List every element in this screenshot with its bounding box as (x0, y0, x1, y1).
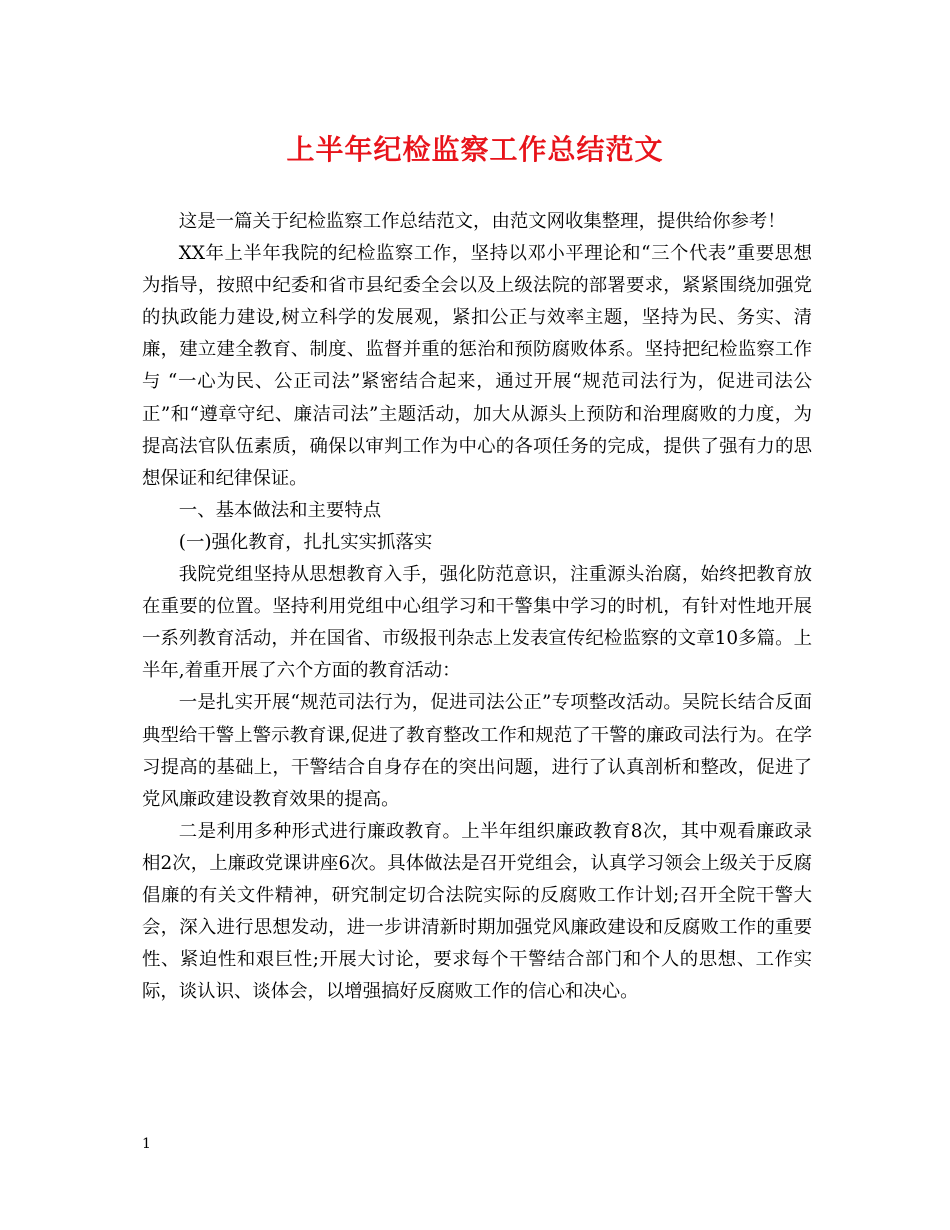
page-number: 1 (142, 1136, 151, 1152)
body-paragraph: 一是扎实开展“规范司法行为，促进司法公正”专项整改活动。吴院长结合反面典型给干警上警示教育课,促进了教育整改工作和规范了干警的廉政司法行为。在学习提高的基础上，干警结合自身存在的突出问题，进行了认真剖析和整改，促进了党风廉政建设教育效果的提高。 (142, 692, 812, 810)
subsection-heading: (一)强化教育，扎扎实实抓落实 (178, 531, 433, 553)
document-body (142, 206, 812, 1008)
document-title: 上半年纪检监察工作总结范文 (286, 133, 664, 166)
section-heading: 一、基本做法和主要特点 (178, 499, 382, 521)
body-paragraph: 我院党组坚持从思想教育入手，强化防范意识，注重源头治腐，始终把教育放在重要的位置。坚持利用党组中心组学习和干警集中学习的时机，有针对性地开展一系列教育活动，并在国省、市级报刊杂志上发表宣传纪检监察的文章10多篇。上半年,着重开展了六个方面的教育活动： (142, 564, 812, 682)
body-paragraph: XX年上半年我院的纪检监察工作，坚持以邓小平理论和“三个代表”重要思想为指导，按照中纪委和省市县纪委全会以及上级法院的部署要求，紧紧围绕加强党的执政能力建设,树立科学的发展观，紧扣公正与效率主题，坚持为民、务实、清廉，建立建全教育、制度、监督并重的惩治和预防腐败体系。坚持把纪检监察工作与 “一心为民、公正司法”紧密结合起来，通过开展“规范司法行为，促进司法公正”和“遵章守纪、廉洁司法”主题活动，加大从源头上预防和治理腐败的力度，为提高法官队伍素质，确保以审判工作为中心的各项任务的完成，提供了强有力的思想保证和纪律保证。 (142, 243, 812, 489)
body-paragraph: 二是利用多种形式进行廉政教育。上半年组织廉政教育8次，其中观看廉政录相2次，上廉政党课讲座6次。具体做法是召开党组会，认真学习领会上级关于反腐倡廉的有关文件精神，研究制定切合法院实际的反腐败工作计划;召开全院干警大会，深入进行思想发动，进一步讲清新时期加强党风廉政建设和反腐败工作的重要性、紧迫性和艰巨性;开展大讨论，要求每个干警结合部门和个人的思想、工作实际，谈认识、谈体会，以增强搞好反腐败工作的信心和决心。 (142, 820, 812, 1003)
intro-paragraph: 这是一篇关于纪检监察工作总结范文，由范文网收集整理，提供给你参考！ (178, 211, 786, 232)
